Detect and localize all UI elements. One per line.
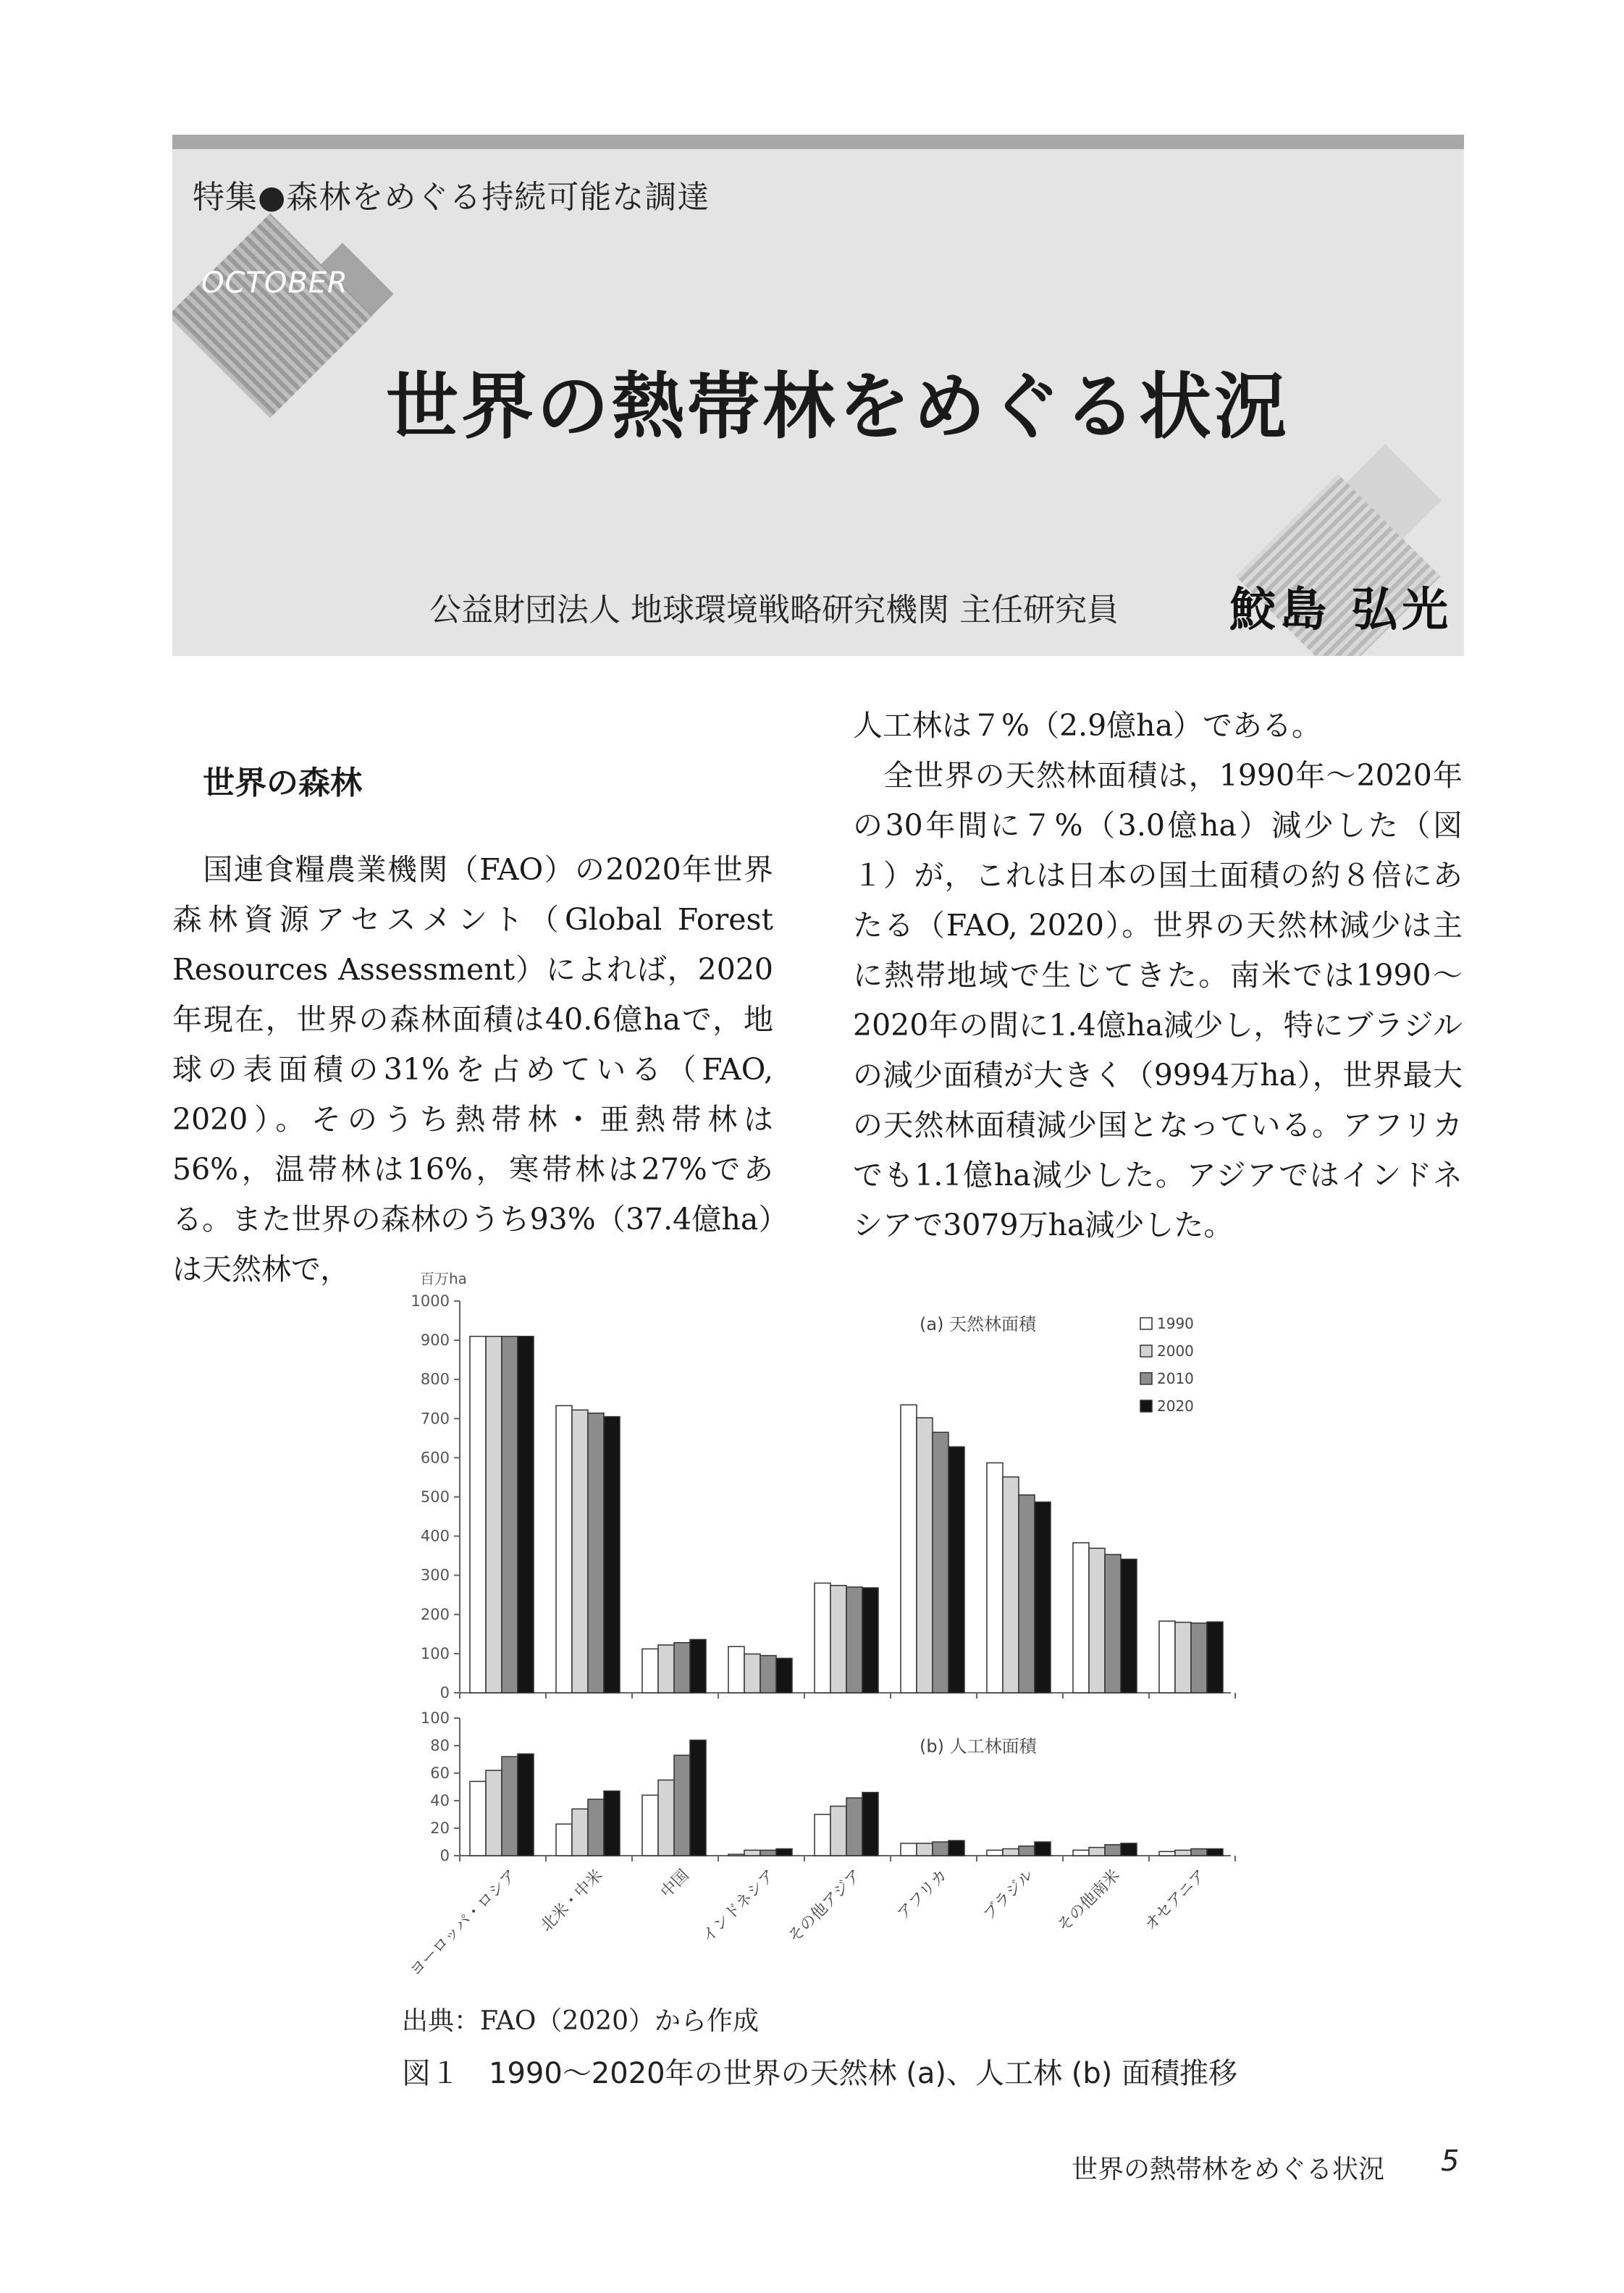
- bar: [556, 1824, 572, 1856]
- y-tick-label: 300: [420, 1566, 450, 1584]
- bar: [948, 1840, 964, 1856]
- y-tick-label: 20: [430, 1819, 450, 1837]
- category-label: 北米・中米: [537, 1866, 607, 1936]
- bar: [556, 1405, 572, 1693]
- bar: [776, 1658, 792, 1693]
- panel-title: (a) 天然林面積: [920, 1314, 1037, 1334]
- bar: [604, 1791, 620, 1856]
- figure-source: 出典：FAO（2020）から作成: [402, 2006, 759, 2036]
- y-tick-label: 100: [420, 1709, 450, 1727]
- body-paragraph: 人工林は７%（2.9億ha）である。: [853, 708, 1322, 743]
- panel-title: (b) 人工林面積: [920, 1736, 1037, 1756]
- bar: [1089, 1548, 1105, 1693]
- y-tick-label: 60: [430, 1764, 450, 1782]
- bar: [486, 1770, 502, 1856]
- bar: [502, 1756, 518, 1856]
- bar: [1159, 1851, 1175, 1856]
- y-tick-label: 200: [420, 1605, 450, 1623]
- y-tick-label: 100: [420, 1644, 450, 1662]
- bar: [642, 1795, 658, 1856]
- header-top-rule: [172, 135, 1464, 149]
- article-header: [172, 149, 1464, 656]
- bar: [728, 1646, 744, 1693]
- y-tick-label: 500: [420, 1488, 450, 1506]
- bar: [1105, 1554, 1121, 1693]
- bar: [728, 1854, 744, 1856]
- bar: [1191, 1849, 1207, 1856]
- bar: [1019, 1846, 1035, 1856]
- bar: [1073, 1543, 1089, 1693]
- bar: [1175, 1623, 1191, 1693]
- bar: [1003, 1849, 1019, 1856]
- bar: [572, 1410, 588, 1693]
- y-tick-label: 400: [420, 1527, 450, 1545]
- month-label: OCTOBER: [201, 266, 348, 300]
- article-title: 世界の熱帯林をめぐる状況: [386, 363, 1289, 449]
- forest-area-chart: [384, 1263, 1253, 1995]
- section-heading: 世界の森林: [203, 765, 362, 802]
- bar: [588, 1413, 604, 1693]
- bar: [1035, 1842, 1051, 1856]
- y-tick-label: 600: [420, 1449, 450, 1467]
- bar: [658, 1645, 674, 1693]
- bar: [1121, 1843, 1137, 1856]
- figure-caption: 図１ 1990～2020年の世界の天然林 (a)、人工林 (b) 面積推移: [402, 2057, 1238, 2090]
- legend-label: 2000: [1157, 1342, 1194, 1360]
- legend-label: 1990: [1157, 1315, 1194, 1332]
- bar: [604, 1417, 620, 1693]
- body-paragraph: 全世界の天然林面積は，1990年～2020年の30年間に７%（3.0億ha）減少した（図１）が，これは日本の国土面積の約８倍にあたる（FAO, 2020）。世界の天然林減少は主に熱帯地域で生じてきた。南米では1990～2020年の間に1.4億ha減少し，特にブラジルの減少面積が大きく（9994万ha），世界最大の天然林面積減少国となっている。アフリカでも1.1億ha減少した。アジアではインドネシアで3079万ha減少した。: [853, 758, 1463, 1242]
- bar: [658, 1780, 674, 1856]
- bar: [917, 1418, 933, 1693]
- category-label: その他アジア: [785, 1866, 865, 1946]
- bar: [744, 1850, 760, 1856]
- legend-label: 2020: [1157, 1397, 1194, 1415]
- bar: [518, 1337, 534, 1693]
- bar: [1003, 1477, 1019, 1693]
- bar: [933, 1842, 948, 1856]
- bar: [760, 1656, 776, 1693]
- author-name: 鮫島 弘光: [1229, 584, 1453, 637]
- running-title: 世界の熱帯林をめぐる状況: [1072, 2155, 1385, 2184]
- bar: [1019, 1495, 1035, 1693]
- bar: [830, 1586, 846, 1693]
- bar: [987, 1463, 1003, 1693]
- bar: [1089, 1848, 1105, 1856]
- y-tick-label: 0: [439, 1684, 450, 1701]
- bar: [830, 1806, 846, 1856]
- bar: [862, 1793, 878, 1856]
- y-tick-label: 40: [430, 1792, 450, 1809]
- bar: [470, 1781, 486, 1856]
- category-label: ヨーロッパ・ロシア: [406, 1866, 521, 1980]
- y-tick-label: 80: [430, 1737, 450, 1754]
- y-tick-label: 0: [439, 1847, 450, 1864]
- bar: [690, 1639, 706, 1693]
- bar: [1073, 1850, 1089, 1856]
- bar: [846, 1798, 862, 1856]
- bar: [901, 1843, 917, 1856]
- body-column-right: [853, 701, 1463, 1250]
- bar: [987, 1850, 1003, 1856]
- category-label: オセアニア: [1141, 1866, 1210, 1935]
- bar: [760, 1850, 776, 1856]
- category-label: その他南米: [1054, 1866, 1124, 1936]
- bar: [1207, 1849, 1223, 1856]
- y-tick-label: 900: [420, 1331, 450, 1350]
- bar: [846, 1587, 862, 1693]
- bar: [776, 1849, 792, 1856]
- y-tick-label: 800: [420, 1371, 450, 1389]
- bar: [502, 1337, 518, 1693]
- category-label: アフリカ: [893, 1866, 951, 1924]
- bar: [815, 1583, 830, 1693]
- legend-swatch: [1140, 1318, 1152, 1329]
- bar: [572, 1809, 588, 1856]
- legend-swatch: [1140, 1373, 1152, 1384]
- body-paragraph: 国連食糧農業機関（FAO）の2020年世界森林資源アセスメント（Global Forest Resources Assessment）によれば，2020年現在，世界の森林面積は40.6億haで，地球の表面積の31%を占めている（FAO, 2020）。そのうち熱帯林・亜熱帯林は56%，温帯林は16%，寒帯林は27%である。また世界の森林のうち93%（37.4億ha）は天然林で，: [172, 852, 773, 1287]
- bar: [486, 1337, 502, 1693]
- legend-swatch: [1140, 1400, 1152, 1412]
- bar: [1121, 1560, 1137, 1693]
- legend-label: 2010: [1157, 1370, 1194, 1387]
- bar: [1191, 1623, 1207, 1693]
- bar: [588, 1799, 604, 1856]
- bar: [862, 1588, 878, 1693]
- bar: [1035, 1502, 1051, 1693]
- author-affiliation: 公益財団法人 地球環境戦略研究機関 主任研究員: [429, 592, 1119, 628]
- y-tick-label: 1000: [411, 1292, 450, 1310]
- page-number: 5: [1441, 2145, 1460, 2178]
- bar: [1207, 1622, 1223, 1693]
- bar: [744, 1654, 760, 1693]
- y-tick-label: 700: [420, 1410, 450, 1428]
- bar: [690, 1740, 706, 1856]
- bar: [642, 1649, 658, 1693]
- y-unit-label: 百万ha: [420, 1270, 467, 1287]
- bar: [470, 1337, 486, 1693]
- bar: [518, 1754, 534, 1856]
- bar: [815, 1814, 830, 1856]
- feature-label: 特集●森林をめぐる持続可能な調達: [193, 179, 710, 216]
- bar: [1105, 1845, 1121, 1856]
- bar: [948, 1447, 964, 1693]
- category-label: ブラジル: [980, 1866, 1038, 1924]
- category-label: インドネシア: [698, 1866, 779, 1947]
- bar: [674, 1643, 690, 1693]
- body-column-left: [172, 845, 773, 1295]
- bar: [1159, 1621, 1175, 1693]
- bar: [1175, 1850, 1191, 1856]
- legend-swatch: [1140, 1345, 1152, 1357]
- bar: [917, 1843, 933, 1856]
- bar: [901, 1405, 917, 1693]
- bar: [933, 1432, 948, 1693]
- bar: [674, 1755, 690, 1856]
- category-label: 中国: [657, 1866, 693, 1902]
